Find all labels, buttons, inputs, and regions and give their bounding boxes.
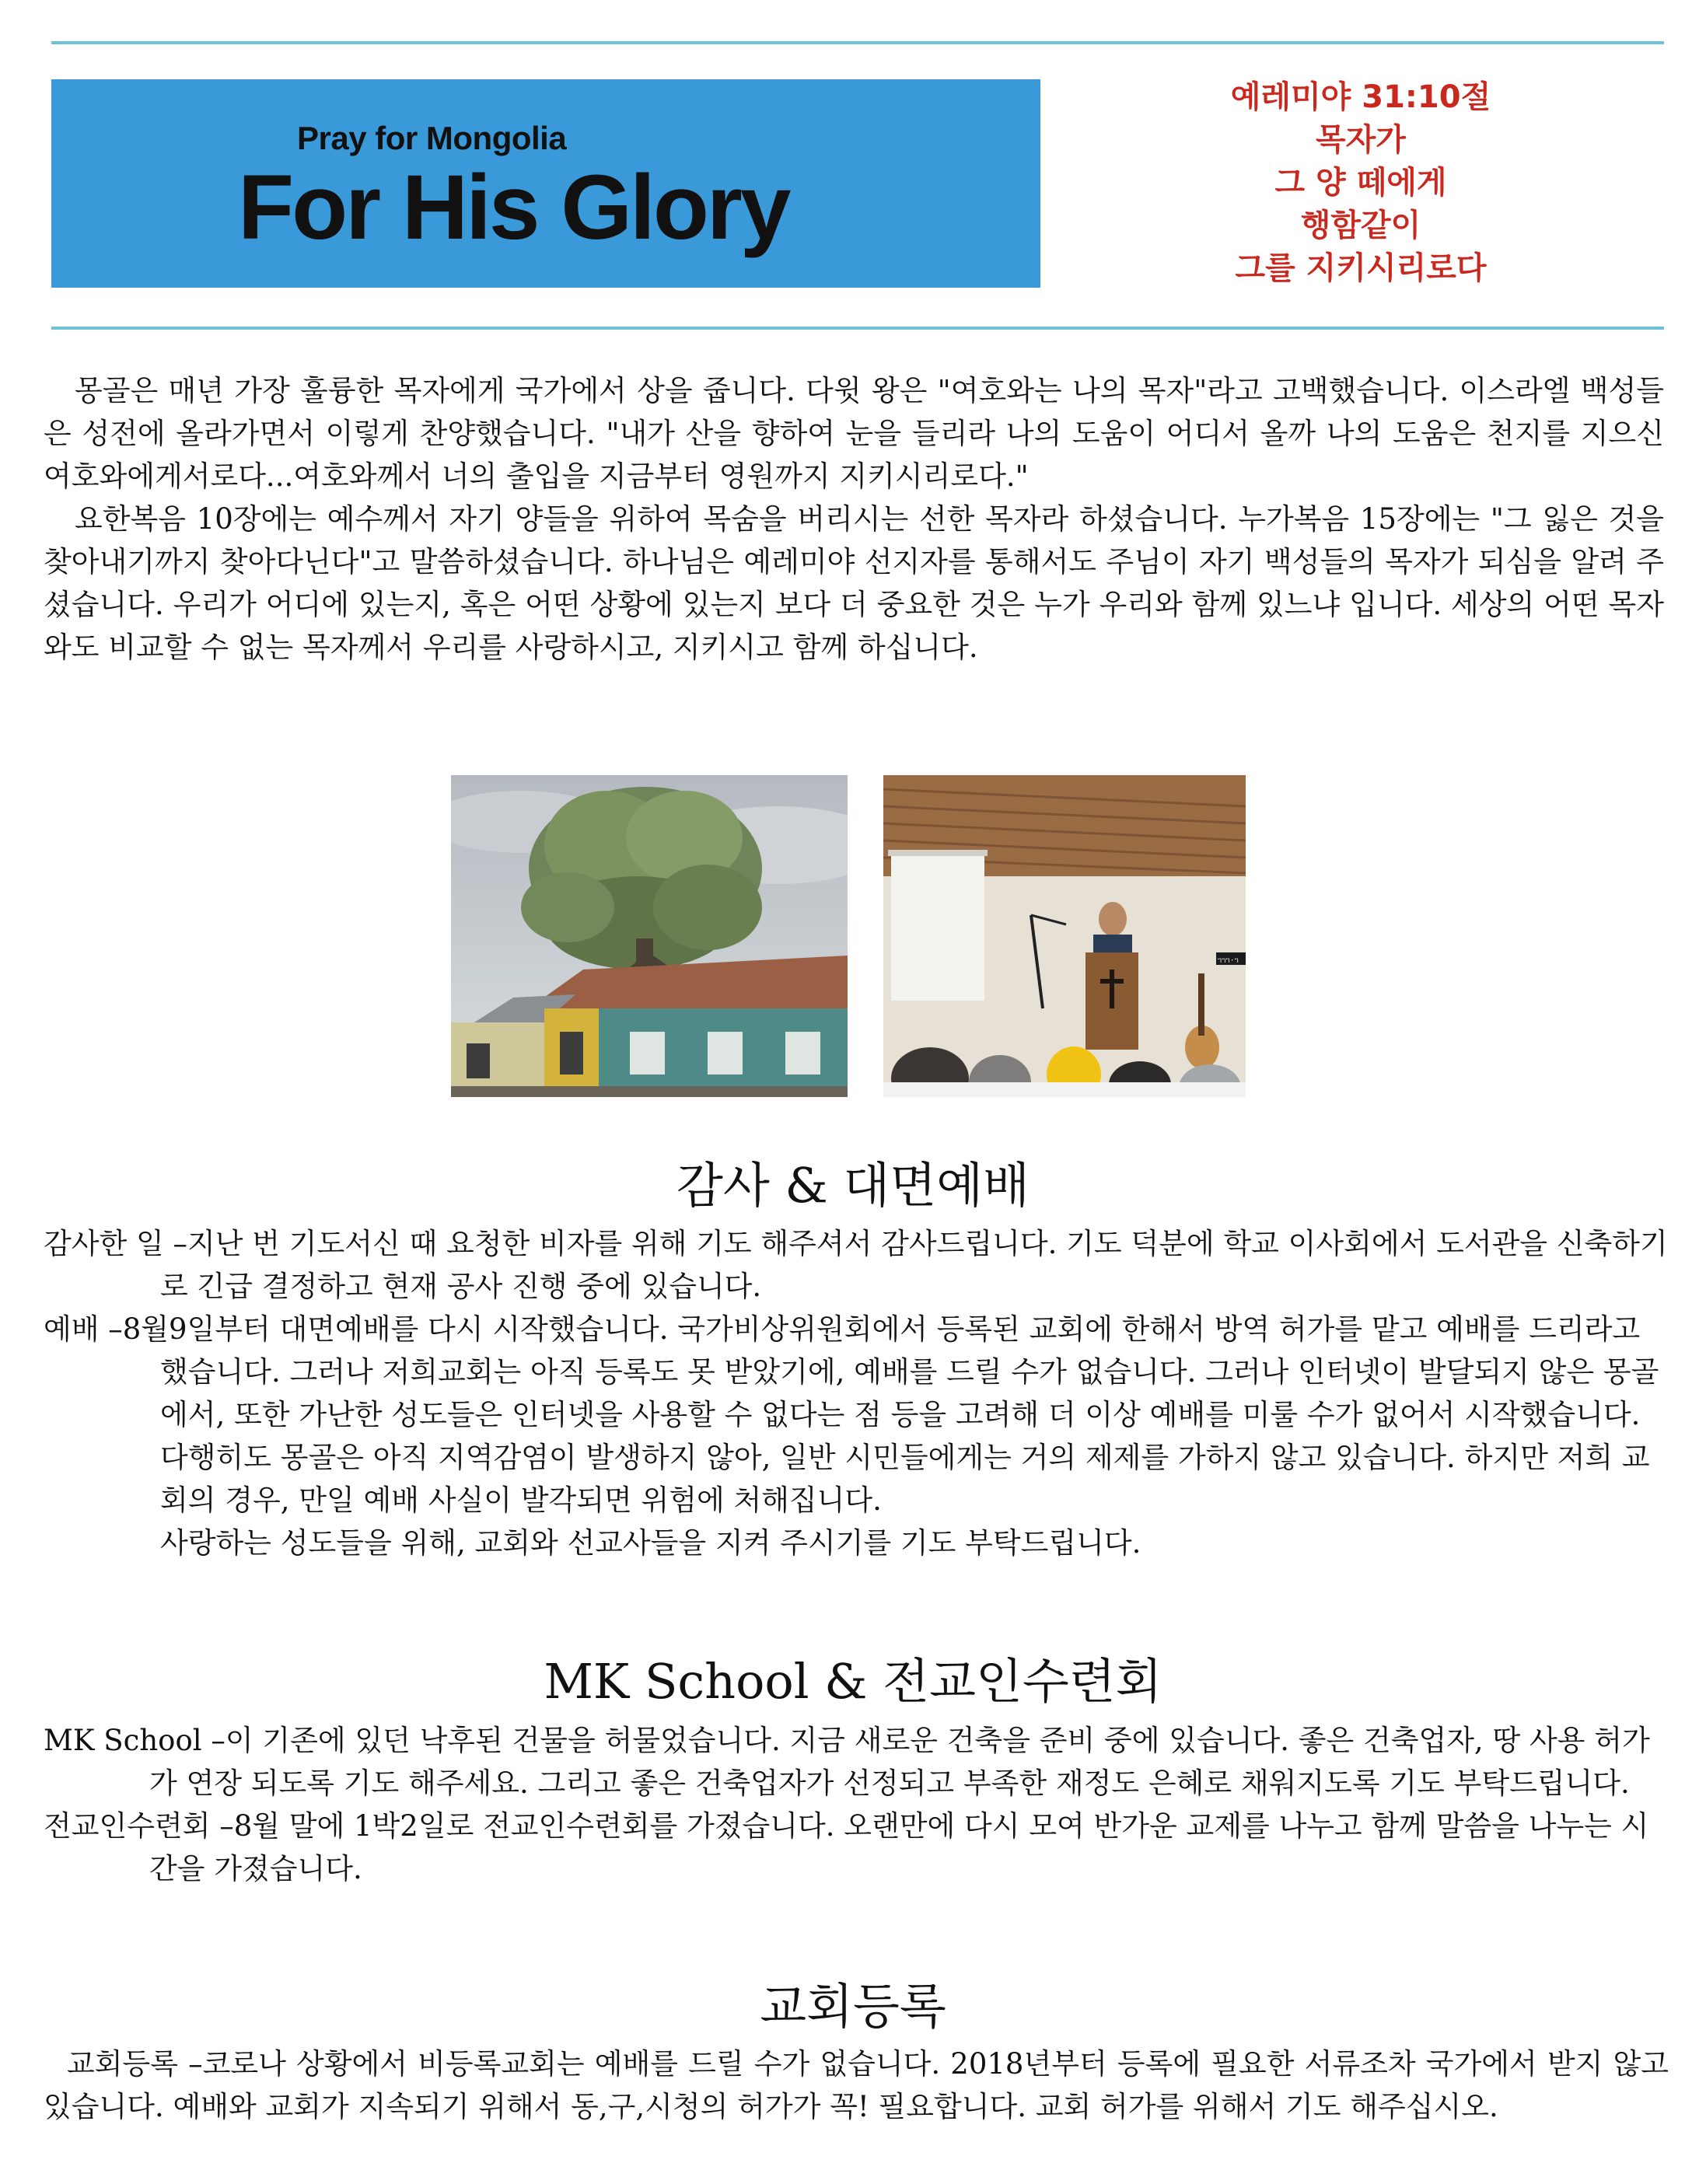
verse-line: 예레미야 31:10절: [1230, 79, 1491, 115]
section-mk-retreat: [44, 1719, 1669, 1890]
section-heading-thanks-worship: 감사 & 대면예배: [676, 1157, 1030, 1214]
section-heading-church-registration: 교회등록: [760, 1978, 946, 2035]
mk-school-item: MK School –이 기존에 있던 낙후된 건물을 허물었습니다. 지금 새로운 건축을 준비 중에 있습니다. 좋은 건축업자, 땅 사용 허가가 연장 되도록 기도 해주세요. 그리고 좋은 건축업자가 선정되고 부족한 재정도 은혜로 채워지도록 기도 부탁드립니다.: [44, 1724, 1650, 1800]
worship-item: 예배 –8월9일부터 대면예배를 다시 시작했습니다. 국가비상위원회에서 등록된 교회에 한해서 방역 허가를 맡고 예배를 드리라고 했습니다. 그러나 저희교회는 아직 등록도 못 받았기에, 예배를 드릴 수가 없습니다. 그러나 인터넷이 발달되지 않은 몽골에서, 또한 가난한 성도들은 인터넷을 사용할 수 없다는 점 등을 고려해 더 이상 예배를 미룰 수가 없어서 시작했습니다. 다행히도 몽골은 아직 지역감염이 발생하지 않아, 일반 시민들에게는 거의 제제를 가하지 않고 있습니다. 하지만 저희 교회의 경우, 만일 예배 사실이 발각되면 위험에 처해집니다.: [44, 1312, 1659, 1517]
worship-prayer: 사랑하는 성도들을 위해, 교회와 선교사들을 지켜 주시기를 기도 부탁드립니다.: [160, 1526, 1141, 1560]
masthead-banner: [51, 79, 1040, 288]
retreat-item: 전교인수련회 –8월 말에 1박2일로 전교인수련회를 가졌습니다. 오랜만에 다시 모여 반가운 교제를 나누고 함께 말씀을 나누는 시간을 가졌습니다.: [44, 1809, 1649, 1885]
header-bottom-rule: [51, 327, 1664, 330]
section-thanks-worship: [44, 1222, 1669, 1564]
intro-paragraph: 요한복음 10장에는 예수께서 자기 양들을 위하여 목숨을 버리시는 선한 목자라 하셨습니다. 누가복음 15장에는 "그 잃은 것을 찾아내기까지 찾아다닌다"고 말씀하셨습니다. 하나님은 예레미야 선지자를 통해서도 주님이 자기 백성들의 목자가 되심을 알려 주셨습니다. 우리가 어디에 있는지, 혹은 어떤 상황에 있는지 보다 더 중요한 것은 누가 우리와 함께 있느냐 입니다. 세상의 어떤 목자와도 비교할 수 없는 목자께서 우리를 사랑하시고, 지키시고 함께 하십니다.: [44, 502, 1664, 664]
intro-text: [44, 369, 1664, 669]
church-service-photo: [883, 775, 1246, 1097]
tree-house-illustration: [451, 775, 848, 1097]
thanks-item: 감사한 일 –지난 번 기도서신 때 요청한 비자를 위해 기도 해주셔서 감사드립니다. 기도 덕분에 학교 이사회에서 도서관을 신축하기로 긴급 결정하고 현재 공사 진행 중에 있습니다.: [44, 1227, 1668, 1303]
church-service-illustration: [883, 775, 1246, 1097]
intro-paragraph: 몽골은 매년 가장 훌륭한 목자에게 국가에서 상을 줍니다. 다윗 왕은 "여호와는 나의 목자"라고 고백했습니다. 이스라엘 백성들은 성전에 올라가면서 이렇게 찬양했습니다. "내가 산을 향하여 눈을 들리라 나의 도움이 어디서 올까 나의 도움은 천지를 지으신 여호와에게서로다...여호와께서 너의 출입을 지금부터 영원까지 지키시리로다.": [44, 374, 1664, 493]
wall-sign-text: ᥐᥐᥐ·ᥐ: [1218, 956, 1239, 965]
tree-house-photo: [451, 775, 848, 1097]
verse-line: 그 양 떼에게: [1274, 165, 1447, 201]
section-heading-mk-retreat: MK School & 전교인수련회: [544, 1653, 1162, 1710]
verse-line: 행함같이: [1300, 208, 1421, 243]
section-church-registration: [44, 2042, 1669, 2128]
masthead-subtitle: Pray for Mongolia: [297, 120, 567, 156]
masthead-title: For His Glory: [238, 156, 789, 259]
verse-line: 목자가: [1316, 122, 1406, 158]
top-rule: [51, 41, 1664, 44]
church-registration-text: 교회등록 –코로나 상황에서 비등록교회는 예배를 드릴 수가 없습니다. 2018년부터 등록에 필요한 서류조차 국가에서 받지 않고 있습니다. 예배와 교회가 지속되기 위해서 동,구,시청의 허가가 꼭! 필요합니다. 교회 허가를 위해서 기도 해주십시오.: [44, 2047, 1669, 2123]
verse-line: 그를 지키시리로다: [1235, 250, 1487, 286]
scripture-verse: [1112, 76, 1610, 290]
